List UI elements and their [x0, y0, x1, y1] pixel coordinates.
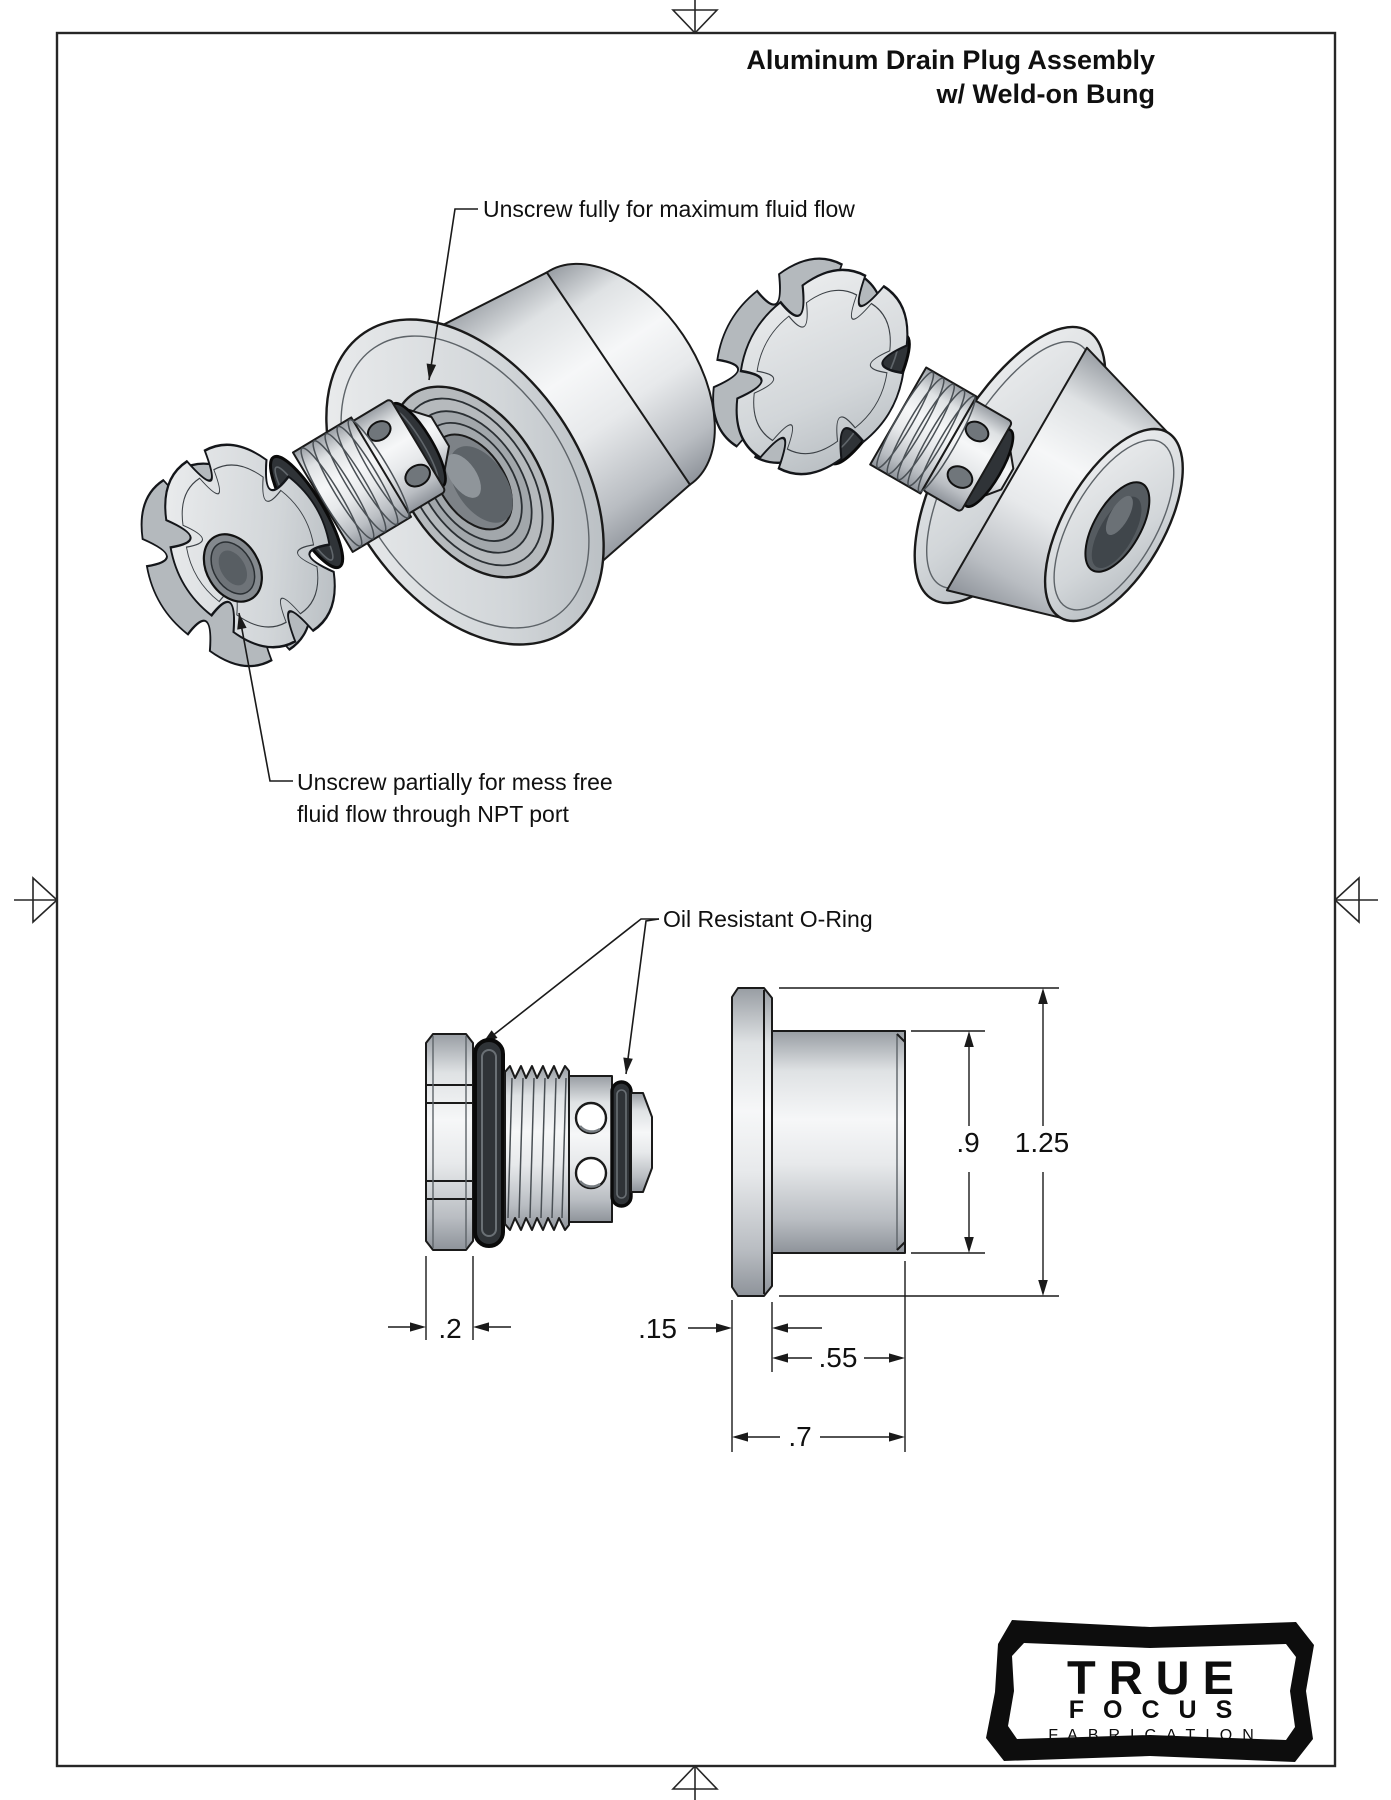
- leader-arrowhead-oring2: [623, 1058, 633, 1075]
- drawing-title-line1: Aluminum Drain Plug Assembly: [746, 45, 1155, 75]
- dim-arrowhead: [889, 1432, 905, 1441]
- npt-port-hole-lower: [576, 1158, 606, 1188]
- dim-arrowhead: [1038, 1280, 1048, 1296]
- leader-line-oring2: [626, 919, 659, 1074]
- dim-body-diameter: [911, 1031, 985, 1253]
- dim-value-knob-thickness: .2: [438, 1313, 462, 1344]
- dim-arrowhead: [1038, 988, 1048, 1004]
- dim-arrowhead: [964, 1237, 974, 1253]
- dim-arrowhead: [964, 1031, 974, 1047]
- plug-body-side: [569, 1076, 612, 1222]
- title-block: [746, 45, 1155, 109]
- centering-mark-left: [14, 878, 57, 922]
- logo-true-focus-fabrication: [986, 1620, 1314, 1762]
- logo-text-focus: FOCUS: [1068, 1696, 1252, 1724]
- dim-arrowhead: [716, 1323, 732, 1332]
- bung-flange-side: [732, 988, 772, 1296]
- note-unscrew-partially-line2: fluid flow through NPT port: [297, 801, 569, 827]
- note-unscrew-fully: Unscrew fully for maximum fluid flow: [483, 196, 855, 222]
- oring-1-side: [475, 1040, 503, 1246]
- oring-2-side: [612, 1082, 631, 1206]
- drawing-title-line2: w/ Weld-on Bung: [936, 79, 1155, 109]
- side-view-plug: [388, 1034, 652, 1344]
- side-view-bung: [638, 988, 1069, 1452]
- centering-mark-right: [1335, 878, 1378, 922]
- dim-bung-length: [732, 1421, 905, 1452]
- dim-value-flange-thickness: .15: [638, 1313, 677, 1344]
- dim-arrowhead: [772, 1353, 788, 1362]
- dim-arrowhead: [889, 1353, 905, 1362]
- note-unscrew-partially-line1: Unscrew partially for mess free: [297, 769, 613, 795]
- dim-value-body-diameter: .9: [956, 1127, 980, 1158]
- centering-mark-top: [673, 0, 717, 33]
- centering-mark-bottom: [673, 1766, 717, 1800]
- dim-arrowhead: [732, 1432, 748, 1441]
- logo-text-fabrication: FABRICATION: [1048, 1727, 1264, 1744]
- dim-value-flange-diameter: 1.25: [1014, 1127, 1070, 1158]
- dim-knob-thickness: [388, 1256, 511, 1344]
- knob-profile: [426, 1034, 473, 1250]
- note-oil-resistant-oring: Oil Resistant O-Ring: [663, 906, 873, 932]
- threads-side: [505, 1066, 569, 1230]
- cone-tip-side: [631, 1093, 652, 1192]
- logo-text-true: TRUE: [1067, 1651, 1247, 1704]
- dim-value-bore-depth: .55: [818, 1342, 858, 1373]
- iso-view-left: [105, 186, 784, 696]
- dim-value-bung-length: .7: [788, 1421, 812, 1452]
- bung-body-side: [772, 1031, 905, 1253]
- sheet-border: [57, 33, 1335, 1766]
- iso-view-right: [678, 229, 1235, 684]
- npt-port-hole-upper: [576, 1103, 606, 1133]
- dim-arrowhead: [772, 1323, 788, 1332]
- dim-arrowhead: [410, 1322, 426, 1331]
- dim-arrowhead: [473, 1322, 489, 1331]
